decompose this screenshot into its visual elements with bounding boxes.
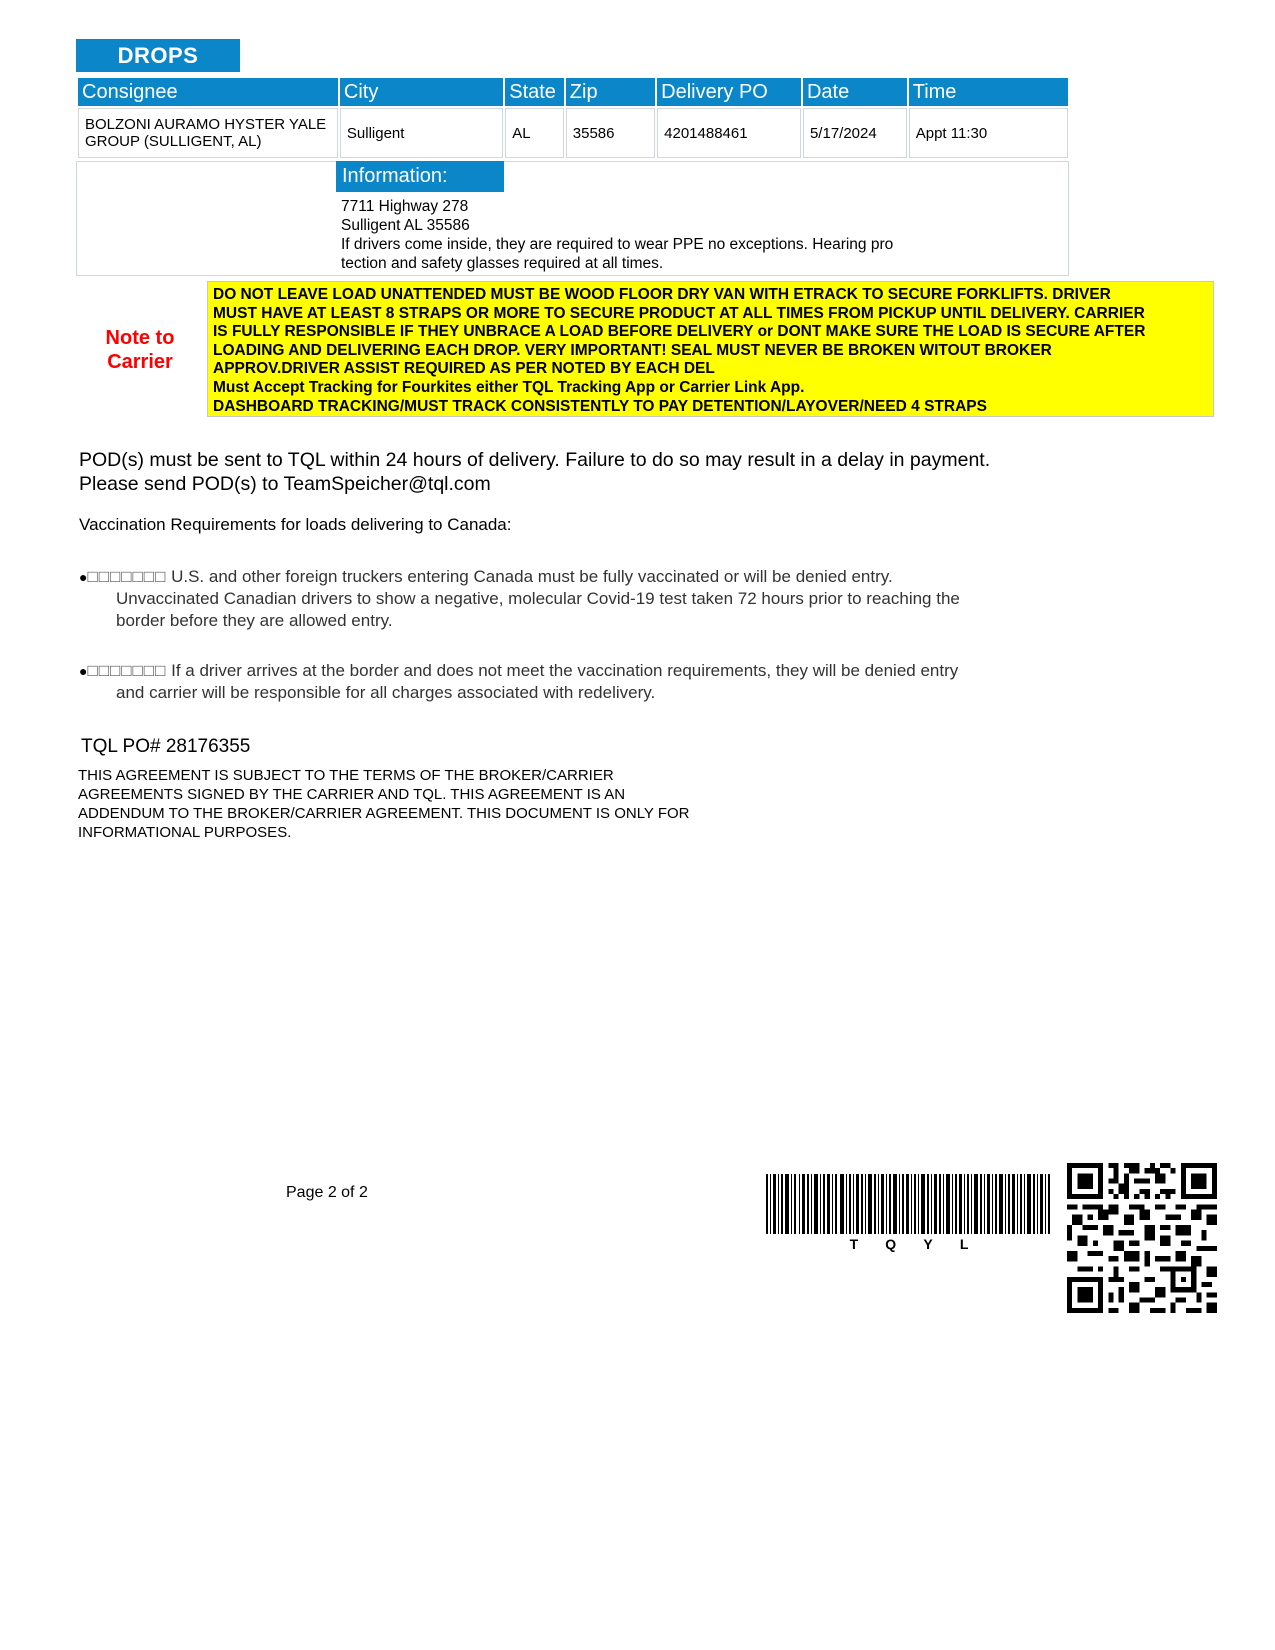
pod-line-1: POD(s) must be sent to TQL within 24 hours of delivery. Failure to do so may result in a delay in payment. xyxy=(79,449,991,471)
cell-time: Appt 11:30 xyxy=(909,108,1068,158)
cell-state: AL xyxy=(505,108,564,158)
barcode-char: Y xyxy=(923,1236,933,1252)
note-line: LOADING AND DELIVERING EACH DROP. VERY IMPORTANT! SEAL MUST NEVER BE BROKEN WITOUT BROKER xyxy=(213,341,1052,359)
barcode-icon xyxy=(766,1174,1052,1234)
barcode-text xyxy=(766,1236,1052,1252)
header-time: Time xyxy=(909,78,1068,106)
vaccination-bullet-2 xyxy=(79,660,1079,704)
missing-glyph-boxes: □□□□□□□ xyxy=(87,661,167,680)
bullet-text: U.S. and other foreign truckers entering Canada must be fully vaccinated or will be denied entry. xyxy=(171,567,893,586)
note-line: DO NOT LEAVE LOAD UNATTENDED MUST BE WOOD FLOOR DRY VAN WITH ETRACK TO SECURE FORKLIFTS. DRIVER xyxy=(213,286,1111,303)
agreement-line: INFORMATIONAL PURPOSES. xyxy=(78,824,292,841)
note-line: APPROV.DRIVER ASSIST REQUIRED AS PER NOTED BY EACH DEL xyxy=(213,360,715,378)
header-delivery-po: Delivery PO xyxy=(657,78,801,106)
header-date: Date xyxy=(803,78,907,106)
consignee-line-1: BOLZONI AURAMO HYSTER YALE xyxy=(85,116,327,133)
information-line: If drivers come inside, they are required to wear PPE no exceptions. Hearing pro xyxy=(341,236,894,253)
bullet-text: border before they are allowed entry. xyxy=(116,611,393,630)
bullet-text: Unvaccinated Canadian drivers to show a negative, molecular Covid-19 test taken 72 hours prior to reaching the xyxy=(116,589,960,608)
note-line: DASHBOARD TRACKING/MUST TRACK CONSISTENTLY TO PAY DETENTION/LAYOVER/NEED 4 STRAPS xyxy=(213,397,987,415)
information-line: Sulligent AL 35586 xyxy=(341,217,470,234)
note-line: IS FULLY RESPONSIBLE IF THEY UNBRACE A LOAD BEFORE DELIVERY or DONT MAKE SURE THE LOAD IS SECURE AFTER xyxy=(213,323,1146,341)
qr-code-icon xyxy=(1067,1163,1217,1313)
cell-city: Sulligent xyxy=(340,108,503,158)
bullet-text: If a driver arrives at the border and does not meet the vaccination requirements, they will be denied entry xyxy=(171,661,959,680)
note-to-carrier-label xyxy=(90,326,190,374)
header-zip: Zip xyxy=(566,78,655,106)
cell-delivery-po: 4201488461 xyxy=(657,108,801,158)
drops-section-title: DROPS xyxy=(76,39,240,72)
cell-zip: 35586 xyxy=(566,108,655,158)
agreement-text xyxy=(78,766,778,842)
agreement-line: ADDENDUM TO THE BROKER/CARRIER AGREEMENT. THIS DOCUMENT IS ONLY FOR xyxy=(78,805,690,822)
header-consignee: Consignee xyxy=(78,78,338,106)
bullet-text: and carrier will be responsible for all charges associated with redelivery. xyxy=(116,683,656,702)
note-label-line-1: Note to xyxy=(105,327,175,349)
barcode-char: Q xyxy=(885,1236,897,1252)
vaccination-heading: Vaccination Requirements for loads delivering to Canada: xyxy=(79,515,512,534)
note-line: Must Accept Tracking for Fourkites either TQL Tracking App or Carrier Link App. xyxy=(213,378,805,396)
drops-header-row xyxy=(78,78,1068,106)
note-label-line-2: Carrier xyxy=(107,351,173,373)
information-text xyxy=(341,197,941,273)
pod-line-2: Please send POD(s) to TeamSpeicher@tql.com xyxy=(79,473,491,495)
drops-table xyxy=(76,76,1070,160)
barcode-char: L xyxy=(959,1236,969,1252)
agreement-line: AGREEMENTS SIGNED BY THE CARRIER AND TQL. THIS AGREEMENT IS AN xyxy=(78,786,626,803)
bullet-dot-icon: ● xyxy=(79,569,88,585)
cell-consignee xyxy=(78,108,338,158)
bullet-dot-icon: ● xyxy=(79,663,88,679)
header-city: City xyxy=(340,78,503,106)
agreement-line: THIS AGREEMENT IS SUBJECT TO THE TERMS OF THE BROKER/CARRIER xyxy=(78,767,614,784)
information-label: Information: xyxy=(336,161,504,192)
header-state: State xyxy=(505,78,564,106)
page-number: Page 2 of 2 xyxy=(286,1184,368,1201)
vaccination-bullet-1 xyxy=(79,566,1079,632)
cell-date: 5/17/2024 xyxy=(803,108,907,158)
pod-instructions xyxy=(79,448,990,496)
tql-po-number: TQL PO# 28176355 xyxy=(81,736,251,757)
note-to-carrier-box xyxy=(207,281,1214,417)
information-line: tection and safety glasses required at all times. xyxy=(341,255,664,272)
table-row xyxy=(78,108,1068,158)
information-line: 7711 Highway 278 xyxy=(341,198,469,215)
consignee-line-2: GROUP (SULLIGENT, AL) xyxy=(85,133,262,150)
barcode-char: T xyxy=(849,1236,859,1252)
note-line: MUST HAVE AT LEAST 8 STRAPS OR MORE TO SECURE PRODUCT AT ALL TIMES FROM PICKUP UNTIL DELIVERY. CARRIER xyxy=(213,304,1145,322)
missing-glyph-boxes: □□□□□□□ xyxy=(87,567,167,586)
